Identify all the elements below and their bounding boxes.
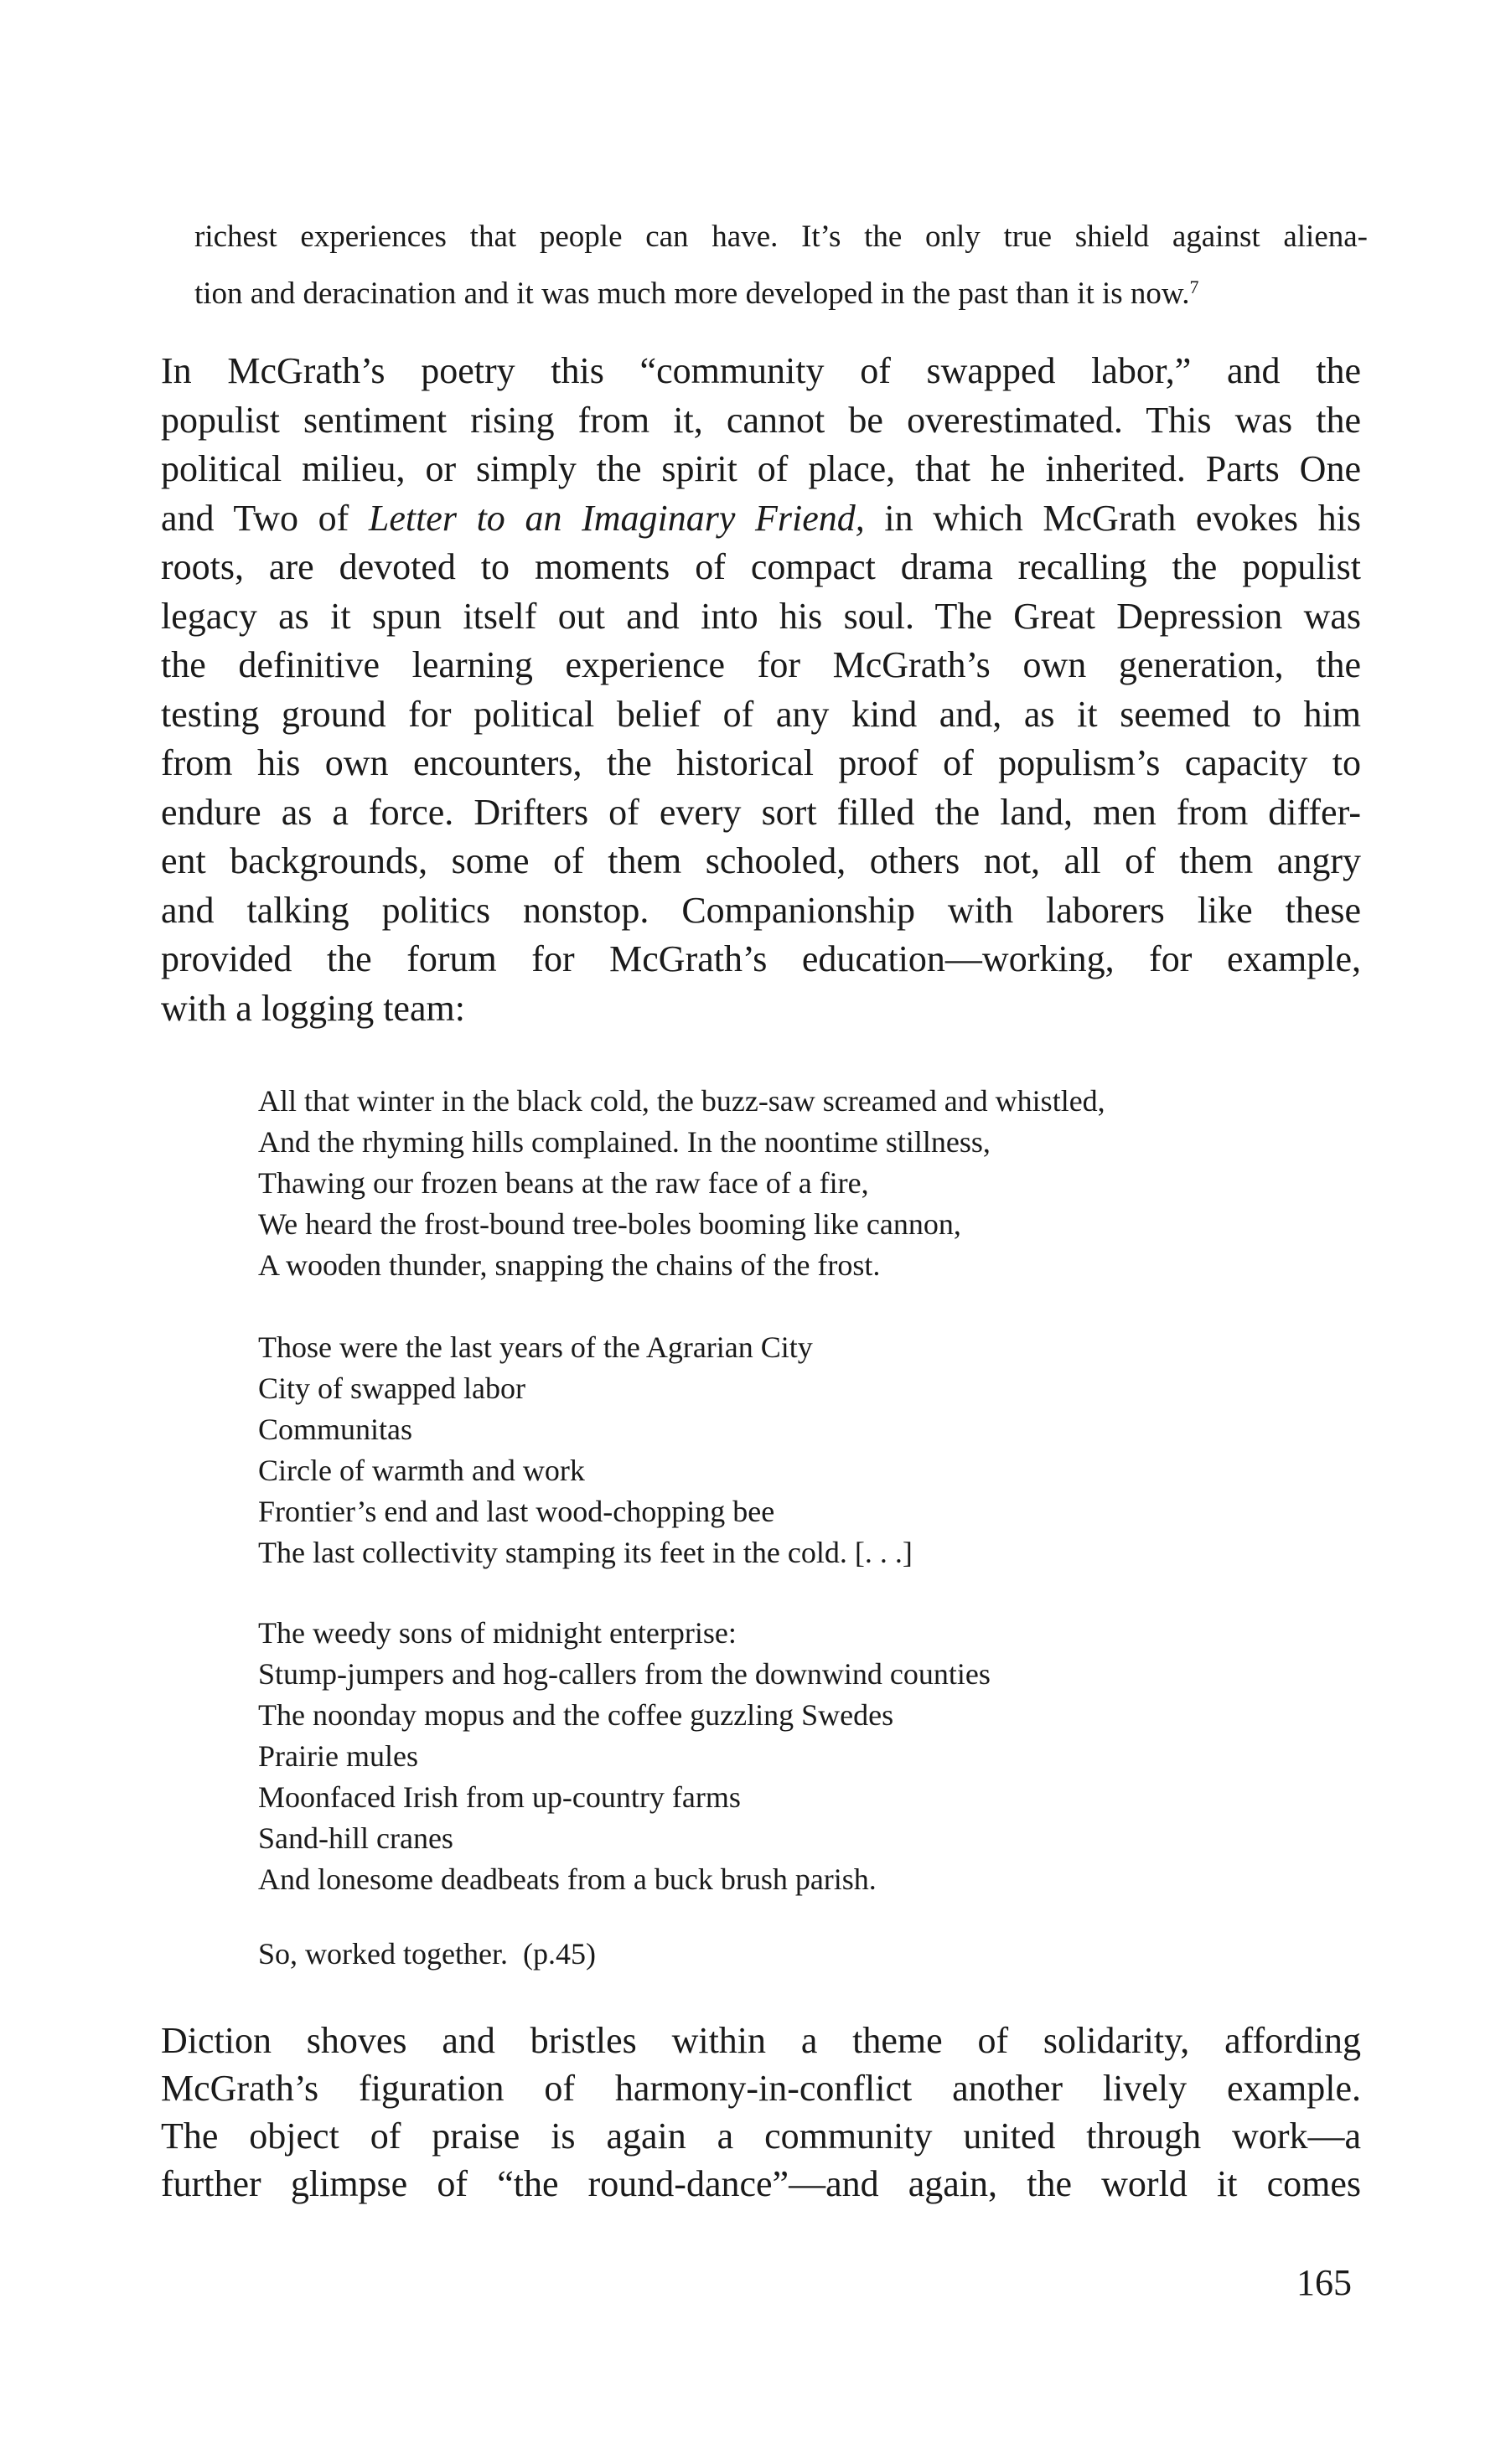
block-quote-line-text: tion and deracination and it was much more developed in the past than it is now. <box>194 276 1190 311</box>
paragraph-line: McGrath’s figuration of harmony-in-conflict another lively example. <box>161 2068 1361 2109</box>
footnote-marker: 7 <box>1189 276 1199 297</box>
poem-line: We heard the frost-bound tree-boles booming like cannon, <box>258 1207 961 1241</box>
paragraph-line: roots, are devoted to moments of compact drama recalling the populist <box>161 546 1361 587</box>
paragraph-text: in which McGrath evokes his <box>864 497 1361 539</box>
paragraph-line: In McGrath’s poetry this “community of swapped labor,” and the <box>161 350 1361 391</box>
paragraph-line: with a logging team: <box>161 987 465 1029</box>
paragraph-line <box>161 494 1361 544</box>
poem-line: A wooden thunder, snapping the chains of the frost. <box>258 1248 881 1282</box>
paragraph-line: populist sentiment rising from it, cannot be overestimated. This was the <box>161 399 1361 441</box>
paragraph-line: endure as a force. Drifters of every sort filled the land, men from differ- <box>161 791 1361 833</box>
block-quote <box>194 212 1368 319</box>
paragraph-line: from his own encounters, the historical proof of populism’s capacity to <box>161 742 1361 783</box>
block-quote-line <box>194 262 1368 319</box>
paragraph-line: Diction shoves and bristles within a theme of solidarity, affording <box>161 2020 1361 2061</box>
poem-line-citation: So, worked together. (p.45) <box>258 1937 596 1971</box>
poem-line: All that winter in the black cold, the buzz-saw screamed and whistled, <box>258 1084 1105 1118</box>
poem-line: Sand-hill cranes <box>258 1821 453 1855</box>
paragraph-line: further glimpse of “the round-dance”—and again, the world it comes <box>161 2163 1361 2204</box>
poem-line: The weedy sons of midnight enterprise: <box>258 1616 737 1650</box>
poem-line: The noonday mopus and the coffee guzzling Swedes <box>258 1698 894 1732</box>
paragraph-text: and Two of <box>161 497 369 539</box>
paragraph-line: ent backgrounds, some of them schooled, others not, all of them angry <box>161 840 1361 881</box>
paragraph-line: provided the forum for McGrath’s education—working, for example, <box>161 938 1361 979</box>
paragraph-line: political milieu, or simply the spirit of place, that he inherited. Parts One <box>161 448 1361 489</box>
poem-line: And the rhyming hills complained. In the noontime stillness, <box>258 1125 991 1159</box>
book-title: Letter to an Imaginary Friend, <box>368 497 865 539</box>
poem-line: Thawing our frozen beans at the raw face of a fire, <box>258 1166 869 1200</box>
poem-line: Prairie mules <box>258 1739 418 1773</box>
poem-line: Frontier’s end and last wood-chopping bee <box>258 1495 775 1528</box>
poem-line: City of swapped labor <box>258 1371 525 1405</box>
poem-closing <box>258 1934 1348 1975</box>
paragraph-line: the definitive learning experience for McGrath’s own generation, the <box>161 644 1361 685</box>
poem-line: Circle of warmth and work <box>258 1454 585 1487</box>
paragraph-line: and talking politics nonstop. Companionship with laborers like these <box>161 889 1361 931</box>
poem-line: And lonesome deadbeats from a buck brush parish. <box>258 1862 877 1896</box>
page-number: 165 <box>1296 2262 1352 2303</box>
block-quote-line: richest experiences that people can have. It’s the only true shield against aliena- <box>194 220 1368 254</box>
poem-stanza-1 <box>258 1081 1348 1286</box>
poem-stanza-3 <box>258 1613 1348 1900</box>
poem-line: Stump-jumpers and hog-callers from the downwind counties <box>258 1657 991 1691</box>
poem-stanza-2 <box>258 1327 1348 1573</box>
poem-line: The last collectivity stamping its feet in the cold. [. . .] <box>258 1536 913 1569</box>
paragraph-line: legacy as it spun itself out and into his soul. The Great Depression was <box>161 595 1361 637</box>
paragraph-line: The object of praise is again a community united through work—a <box>161 2115 1361 2157</box>
body-paragraph-1 <box>161 347 1361 1033</box>
poem-line: Moonfaced Irish from up-country farms <box>258 1780 741 1814</box>
body-paragraph-2 <box>161 2017 1361 2208</box>
poem-line: Communitas <box>258 1413 413 1446</box>
poem-line: Those were the last years of the Agrarian City <box>258 1330 813 1364</box>
paragraph-line: testing ground for political belief of any kind and, as it seemed to him <box>161 693 1361 735</box>
